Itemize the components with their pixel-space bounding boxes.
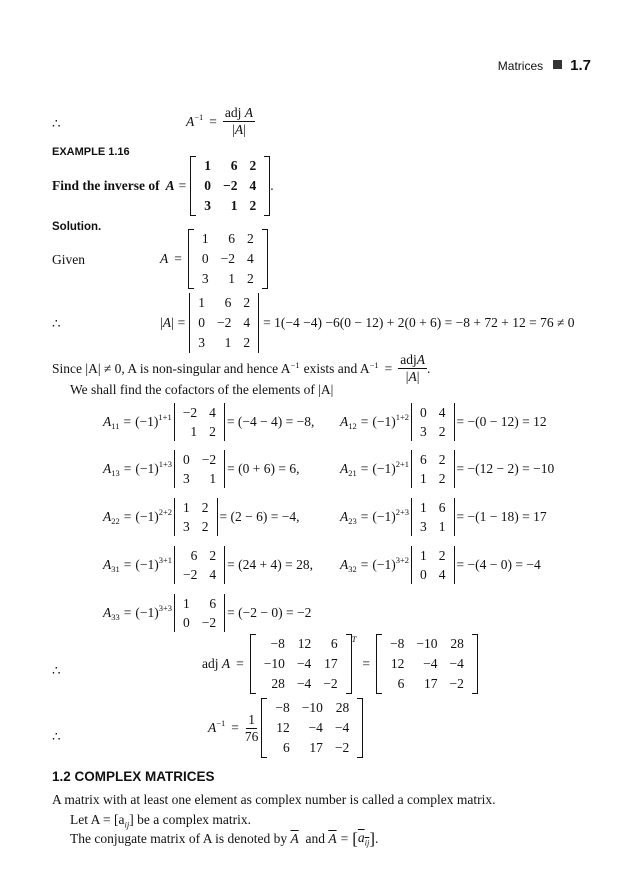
adj: adj	[400, 352, 417, 367]
example-statement: Find the inverse of A = 1 6 2 0 −2 4 3 1 2 .	[52, 156, 274, 216]
cofactor-a11: A $_{11}$ = (−1) $^{1+1}$ −2 4 1 2 = (−4 − 4) = −8,	[103, 405, 315, 439]
therefore-symbol: ∴	[52, 663, 61, 678]
matrix-cell: 2	[249, 158, 257, 173]
paragraph-2: Let $A = [a_{ij}]$ be a complex matrix.	[70, 812, 252, 830]
therefore-symbol: ∴	[52, 729, 61, 744]
matrix-cell: 0	[198, 315, 206, 330]
matrix-cell: 4	[249, 178, 257, 193]
adj-matrix	[376, 634, 478, 694]
eq: =	[384, 360, 393, 376]
given-matrix	[160, 229, 268, 289]
page-header	[498, 57, 591, 74]
det-expansion: = 1(−4 −4) −6(0 − 12) + 2(0 + 6) = −8 + 72 + 12 = 76 ≠ 0	[263, 315, 575, 330]
inverse-formula	[186, 105, 255, 138]
var-a: A	[162, 315, 171, 330]
since-line: Since |A| ≠ 0, A is non-singular and hence A $^{-1}$ exists and A $^{-1}$ = $\frac{\text{adjA}}{|A|}$ .	[52, 352, 431, 384]
inverse-matrix	[261, 698, 363, 758]
cofactor-a21: A $_{21}$ = (−1) $^{2+1}$ 6 2 1 2 = −(12 − 2) = −10	[340, 452, 555, 486]
eq: =	[177, 315, 186, 330]
cofactor-a31: A $_{31}$ = (−1) $^{3+1}$ 6 2 −2 4 = (24 + 4) = 28,	[103, 548, 313, 582]
matrix-cell: −2	[449, 676, 464, 691]
var-a: A	[165, 178, 175, 193]
find-text: Find the inverse of	[52, 178, 160, 193]
matrix-cell: −8	[275, 700, 290, 715]
cofactor-a22: A $_{22}$ = (−1) $^{2+2}$ 1 2 3 2 = (2 − 6) = −4,	[103, 500, 300, 534]
eq: =	[174, 251, 182, 266]
therefore-symbol: ∴	[52, 316, 61, 331]
matrix-cell: −2	[323, 676, 338, 691]
var-a-bar: $\overline{A}$	[290, 831, 299, 846]
matrix-cell: −4	[449, 656, 464, 671]
matrix-cell: −10	[263, 656, 285, 671]
since-text2: exists and A	[303, 360, 370, 376]
cofactor-a32: A $_{32}$ = (−1) $^{3+2}$ 1 2 0 4 = −(4 − 0) = −4	[340, 548, 541, 582]
cofactor-intro: We shall find the cofactors of the elements of |A|	[70, 382, 334, 397]
var-a: A	[244, 105, 254, 120]
matrix-a	[188, 229, 268, 289]
matrix-cell: 6	[228, 231, 235, 246]
matrix-cell: 2	[243, 295, 251, 310]
fraction: $\frac{\text{adj A}}{|A|}$	[224, 105, 254, 137]
matrix-cell: 4	[243, 315, 251, 330]
matrix-cell: 2	[247, 231, 254, 246]
var-a-bar: $\overline{A}$	[328, 831, 337, 846]
matrix-cell: 1	[230, 198, 238, 213]
adj: adj	[202, 656, 219, 671]
matrix-cell: 3	[201, 271, 209, 286]
matrix-cell: 4	[247, 251, 254, 266]
matrix-cell: −4	[308, 720, 323, 735]
eq: =	[209, 113, 217, 129]
matrix-cell: 12	[276, 720, 290, 735]
header-square-icon	[553, 60, 562, 69]
transpose: T	[351, 634, 357, 644]
matrix-a-bold	[190, 156, 270, 216]
var-a: A	[234, 122, 244, 137]
matrix-cell: −2	[334, 740, 350, 755]
since-text: Since |A| ≠ 0, A is non-singular and hence A	[52, 360, 291, 376]
paragraph-3: The conjugate matrix of A is denoted by $\overline{A}$ and $\overline{A}$ = [ $a_{ij}$ ] .	[70, 829, 379, 848]
var-a: A	[408, 369, 417, 384]
determinant-line: |A| = 1 6 2 0 −2 4 3 1 2 = 1(−4 −4) −6(0 − 12) + 2(0 + 6) = −8 + 72 + 12 = 76 ≠ 0	[160, 293, 575, 353]
matrix-cell: 3	[204, 198, 212, 213]
solution-label: Solution.	[52, 221, 102, 233]
matrix-cell: 28	[271, 676, 285, 691]
matrix-cell: 17	[309, 740, 323, 755]
fraction: $\frac{1}{76}$	[244, 711, 259, 744]
eq: =	[362, 656, 370, 671]
matrix-cell: 0	[201, 251, 209, 266]
var-a: A	[208, 720, 217, 735]
sup: −1	[369, 359, 379, 370]
sup: −1	[290, 359, 300, 370]
cofactor-a23: A $_{23}$ = (−1) $^{2+3}$ 1 6 3 1 = −(1 − 18) = 17	[340, 500, 547, 534]
var-a: A	[186, 113, 195, 129]
var-a: A	[160, 251, 169, 266]
matrix-cell: 6	[397, 676, 405, 691]
adj-line	[202, 634, 478, 694]
header-page-number: 1.7	[570, 57, 591, 74]
matrix-cell: −4	[334, 720, 350, 735]
eq: =	[178, 178, 187, 193]
cofactor-a12: A $_{12}$ = (−1) $^{1+2}$ 0 4 3 2 = −(0 − 12) = 12	[340, 405, 547, 439]
sup: −1	[194, 111, 204, 122]
matrix-cell: 12	[297, 636, 312, 651]
matrix-cell: 1	[201, 231, 209, 246]
fraction: $\frac{\text{adjA}}{|A|}$	[400, 352, 425, 384]
matrix-cell: −4	[296, 656, 312, 671]
matrix-cell: 6	[330, 636, 338, 651]
matrix-cell: −8	[389, 636, 405, 651]
matrix-cell: −2	[223, 178, 238, 193]
matrix-cell: 6	[224, 295, 232, 310]
eq: =	[236, 656, 244, 671]
matrix-cell: 1	[228, 271, 235, 286]
matrix-cell: 17	[324, 656, 338, 671]
inverse-result	[208, 698, 363, 758]
matrix-cell: 2	[243, 335, 251, 350]
det-a	[189, 293, 259, 353]
matrix-cell: −8	[270, 636, 285, 651]
matrix-cell: 6	[283, 740, 290, 755]
matrix-cell: 6	[230, 158, 238, 173]
matrix-cell: 28	[450, 636, 464, 651]
var-a: A	[416, 352, 425, 367]
matrix-cell: 17	[423, 676, 438, 691]
sup: −1	[216, 718, 226, 728]
matrix-cell: −10	[416, 636, 438, 651]
matrix-cell: −2	[220, 251, 235, 266]
adj: adj	[224, 105, 242, 120]
matrix-cell: 2	[249, 198, 257, 213]
matrix-cell: 1	[198, 295, 206, 310]
matrix-cell: 3	[198, 335, 206, 350]
matrix-cell: 1	[204, 158, 212, 173]
section-title: 1.2 COMPLEX MATRICES	[52, 769, 215, 784]
matrix-cell: −10	[301, 700, 323, 715]
eq: =	[231, 720, 239, 735]
matrix-cell: −4	[423, 656, 438, 671]
matrix-cell: 28	[335, 700, 350, 715]
matrix-cell: 12	[390, 656, 405, 671]
matrix-cell: 0	[204, 178, 212, 193]
var-a: A	[221, 656, 231, 671]
header-section: Matrices	[497, 59, 544, 73]
matrix-cell: −2	[217, 315, 232, 330]
cofactor-matrix	[250, 634, 352, 694]
matrix-cell: −4	[296, 676, 312, 691]
cofactor-a33: A $_{33}$ = (−1) $^{3+3}$ 1 6 0 −2 = (−2 − 0) = −2	[103, 596, 312, 630]
matrix-cell: 1	[224, 335, 232, 350]
cofactor-a13: A $_{13}$ = (−1) $^{1+3}$ 0 −2 3 1 = (0 + 6) = 6,	[103, 452, 300, 486]
therefore-symbol: ∴	[52, 116, 61, 131]
matrix-cell: 2	[247, 271, 254, 286]
paragraph-1: A matrix with at least one element as complex number is called a complex matrix.	[52, 792, 496, 807]
given-label: Given	[52, 252, 85, 267]
example-label: EXAMPLE 1.16	[52, 146, 130, 158]
